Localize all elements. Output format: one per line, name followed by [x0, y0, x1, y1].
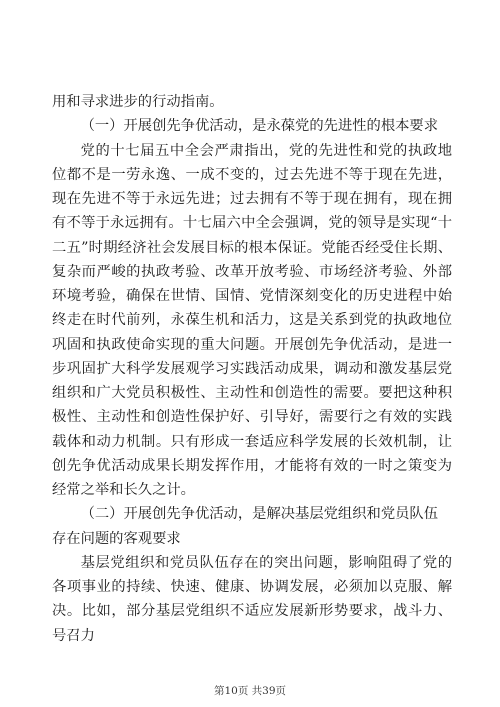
page-footer: [0, 683, 500, 698]
section-heading-two: （二）开展创先争优活动，是解决基层党组织和党员队伍存在问题的客观要求: [52, 506, 439, 547]
document-body: [52, 90, 452, 648]
section-heading-one: （一）开展创先争优活动，是永葆党的先进性的根本要求: [80, 118, 439, 135]
paragraph-section-one-body: 党的十七届五中全会严肃指出，党的先进性和党的执政地位都不是一劳永逸、一成不变的，过去先进不等于现在先进，现在先进不等于永远先进；过去拥有不等于现在拥有，现在拥有不等于永远拥有。十七届六中全会强调，党的领导是实现“十二五”时期经济社会发展目标的根本保证。党能否经受住长期、复杂而严峻的执政考验、改革开放考验、市场经济考验、外部环境考验，确保在世情、国情、党情深刻变化的历史进程中始终走在时代前列，永葆生机和活力，这是关系到党的执政地位巩固和执政使命实现的重大问题。开展创先争优活动，是进一步巩固扩大科学发展观学习实践活动成果，调动和激发基层党组织和广大党员积极性、主动性和创造性的需要。要把这种积极性、主动性和创造性保护好、引导好，需要行之有效的实践载体和动力机制。只有形成一套适应科学发展的长效机制，让创先争优活动成果长期发挥作用，才能将有效的一时之策变为经常之举和长久之计。: [52, 142, 452, 498]
page-number-label: 第10页 共39页: [213, 685, 287, 697]
paragraph-section-two-body: 基层党组织和党员队伍存在的突出问题，影响阻碍了党的各项事业的持续、快速、健康、协调发展，必须加以克服、解决。比如，部分基层党组织不适应发展新形势要求，战斗力、号召力: [52, 554, 452, 644]
paragraph-continuation: 用和寻求进步的行动指南。: [52, 94, 224, 110]
